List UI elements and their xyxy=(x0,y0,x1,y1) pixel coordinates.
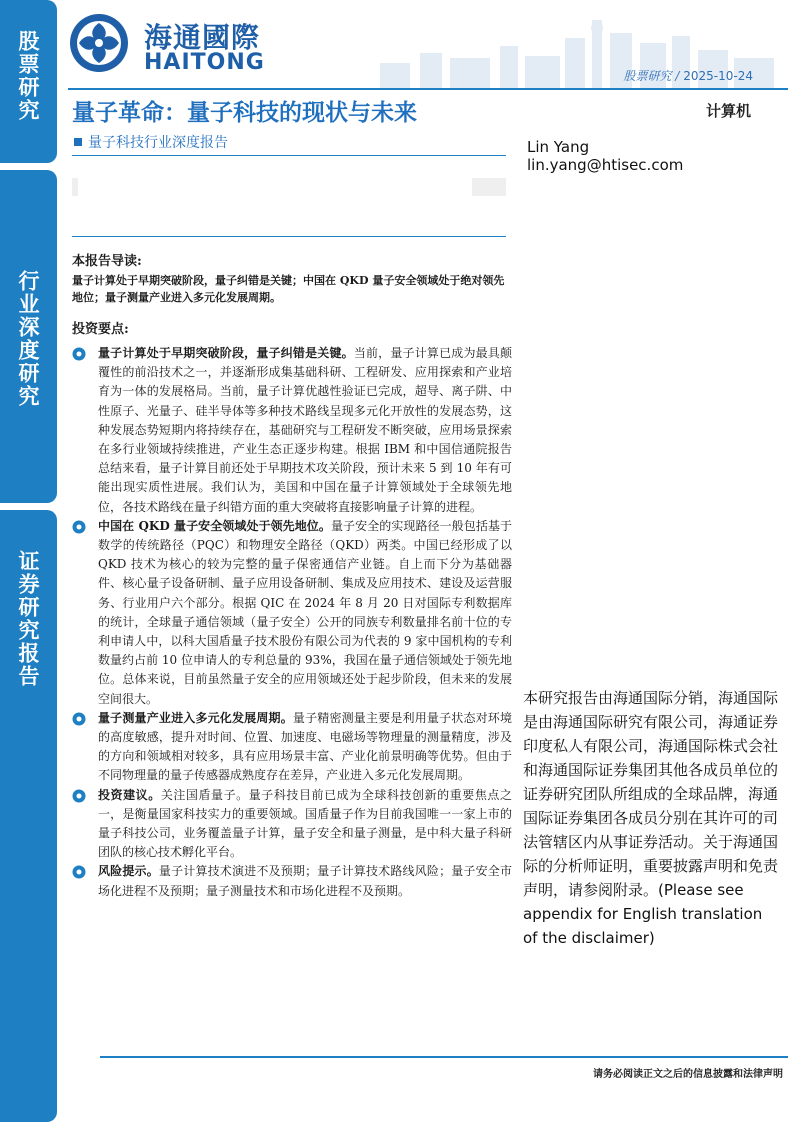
bullet-circle-icon xyxy=(72,347,86,361)
list-item: 中国在 QKD 量子安全领域处于领先地位。量子安全的实现路径一般包括基于数学的传统路径（PQC）和物理安全路径（QKD）两类。中国已经形成了以 QKD 技术为核心的较为完整的量子保密通信产业链。自上而下分为基础器件、核心量子设备研制、量子应用设备研制、集成及应用技术、建设及运营服务、行业用户六个部分。根据 QIC 在 2024 年 8 月 20 日对国际专利数据库的统计，全球量子通信领域（量子安全）公开的同族专利数量排名前十位的专利申请人中，以科大国盾量子技术股份有限公司为代表的 9 家中国机构的专利数量约占前 10 位申请人的专利总量的 93%，我国在量子通信领域处于领先地位。总体来说，目前虽然量子安全的应用领域还处于起步阶段，但未来的发展空间很大。 xyxy=(72,517,512,709)
list-item: 投资建议。关注国盾量子。量子科技目前已成为全球科技创新的重要焦点之一，是衡量国家科技实力的重要领域。国盾量子作为目前我国唯一一家上市的量子科技公司，业务覆盖量子计算，量子安全和量子测量，是中科大量子科研团队的核心技术孵化平台。 xyxy=(72,786,512,863)
report-date: 2025-10-24 xyxy=(683,69,753,83)
haitong-logo-icon xyxy=(68,12,130,74)
analyst-name: Lin Yang xyxy=(527,138,590,156)
report-category: 股票研究 xyxy=(623,69,672,83)
footer-notice: 请务必阅读正文之后的信息披露和法律声明 xyxy=(593,1069,783,1080)
blank-placeholder-area xyxy=(72,178,506,198)
section-rule xyxy=(72,236,506,237)
logo-en-text: HAITONG xyxy=(144,50,265,75)
analyst-info xyxy=(527,138,683,174)
bullet-circle-icon xyxy=(72,520,86,534)
list-item: 量子计算处于早期突破阶段，量子纠错是关键。当前，量子计算已成为最具颠覆性的前沿技术之一，并逐渐形成集基础科研、工程研发、应用探索和产业培育为一体的发展格局。当前，量子计算优越性验证已完成，超导、离子阱、中性原子、光量子、硅半导体等多种技术路线呈现多元化开放性的发展态势，这种发展态势短期内将持续存在，基础研究与工程研发不断突破，应用场景探索在多行业领域持续推进，产业生态正逐步构建。根据 IBM 和中国信通院报告总结来看，量子计算目前还处于早期技术攻关阶段，预计未来 5 到 10 年有可能出现实质性进展。我们认为，美国和中国在量子计算领域处于全球领先地位，各技术路线在量子纠错方面的重大突破将直接影响量子计算的进程。 xyxy=(72,344,512,517)
industry-label: 计算机 xyxy=(705,102,751,120)
bullet-circle-icon xyxy=(72,865,86,879)
logo-cn-text: 海通國際 xyxy=(144,21,261,54)
side-tab-securities-report: 证券研究报告 xyxy=(0,510,57,1122)
disclaimer-cn: 本研究报告由海通国际分销，海通国际是由海通国际研究有限公司，海通证券印度私人有限公司，海通国际株式会社和海通国际证券集团其他各成员单位的证券研究团队所组成的全球品牌，海通国际证券集团各成员分别在其许可的司法管辖区内从事证券活动。关于海通国际的分析师证明，重要披露声明和免责声明，请参阅附录。 xyxy=(523,689,779,899)
investment-points-heading: 投资要点: xyxy=(72,322,129,337)
subtitle-rule xyxy=(72,155,506,156)
header-meta xyxy=(624,67,753,84)
header-rule xyxy=(68,88,788,90)
header-separator: / xyxy=(675,69,680,83)
guide-text: 量子计算处于早期突破阶段，量子纠错是关键；中国在 QKD 量子安全领域处于绝对领先地位；量子测量产业进入多元化发展周期。 xyxy=(72,274,505,304)
report-title: 量子革命：量子科技的现状与未来 xyxy=(72,99,417,126)
investment-points-list xyxy=(72,344,512,901)
guide-heading: 本报告导读: xyxy=(72,254,142,269)
side-tabs xyxy=(0,0,57,1122)
analyst-email[interactable]: lin.yang@htisec.com xyxy=(527,156,684,174)
subtitle-square-icon xyxy=(74,138,82,146)
haitong-logo xyxy=(68,12,268,76)
list-item: 风险提示。量子计算技术演进不及预期；量子计算技术路线风险；量子安全市场化进程不及预期；量子测量技术和市场化进程不及预期。 xyxy=(72,862,512,900)
disclaimer-note xyxy=(523,686,779,950)
side-tab-industry-research: 行业深度研究 xyxy=(0,170,57,503)
bullet-circle-icon xyxy=(72,789,86,803)
list-item: 量子测量产业进入多元化发展周期。量子精密测量主要是利用量子状态对环境的高度敏感，提升对时间、位置、加速度、电磁场等物理量的测量精度，涉及的方向和领域相对较多，具有应用场景丰富、产业化前景明确等优势。但由于不同物理量的量子传感器成熟度存在差异，产业进入多元化发展周期。 xyxy=(72,709,512,786)
report-subtitle: 量子科技行业深度报告 xyxy=(74,132,228,152)
side-tab-stock-research: 股票研究 xyxy=(0,0,57,163)
bullet-circle-icon xyxy=(72,712,86,726)
disclaimer-en: (Please see appendix for English translation of the disclaimer) xyxy=(523,881,763,947)
footer-rule xyxy=(100,1056,788,1058)
